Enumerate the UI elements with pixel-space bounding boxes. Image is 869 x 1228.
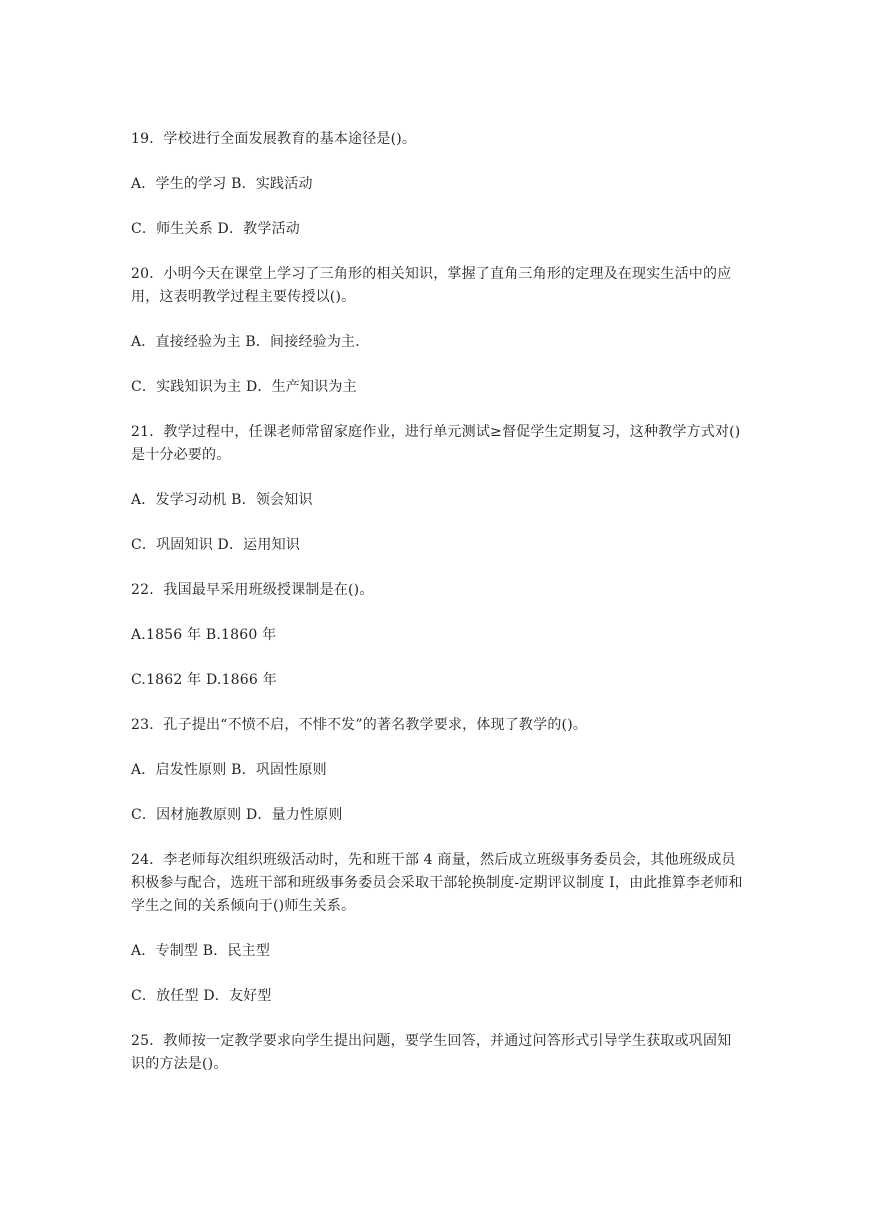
question-list xyxy=(131,128,743,1098)
question-23-options-ab: A．启发性原则 B．巩固性原则 xyxy=(131,762,327,778)
question-22-stem: 22．我国最早采用班级授课制是在()。 xyxy=(131,582,374,598)
question-25-stem: 25．教师按一定教学要求向学生提出问题，要学生回答，并通过问答形式引导学生获取或巩固知识的方法是()。 xyxy=(131,1033,732,1072)
question-20-options-ab: A．直接经验为主 B．间接经验为主． xyxy=(131,334,370,350)
question-24-stem: 24．李老师每次组织班级活动时，先和班干部 4 商量，然后成立班级事务委员会，其他班级成员积极参与配合，选班干部和班级事务委员会采取干部轮换制度-定期评议制度 I，由此推算李老师和学生之间的关系倾向于()师生关系。 xyxy=(131,852,743,914)
question-22-options-ab: A.1856 年 B.1860 年 xyxy=(131,627,277,643)
question-19-options-cd: C．师生关系 D．教学活动 xyxy=(131,221,300,237)
question-20-options-cd: C．实践知识为主 D．生产知识为主 xyxy=(131,379,357,395)
question-21-options-cd: C．巩固知识 D．运用知识 xyxy=(131,537,300,553)
question-23-stem: 23．孔子提出“不愤不启，不悱不发”的著名教学要求，体现了教学的()。 xyxy=(131,717,588,733)
question-19-stem: 19．学校进行全面发展教育的基本途径是()。 xyxy=(131,131,417,147)
question-21-stem: 21．教学过程中，任课老师常留家庭作业，进行单元测试≥督促学生定期复习，这种教学方式对()是十分必要的。 xyxy=(131,424,741,463)
question-22-options-cd: C.1862 年 D.1866 年 xyxy=(131,672,277,688)
question-24-options-ab: A．专制型 B．民主型 xyxy=(131,943,271,959)
question-23-options-cd: C．因材施教原则 D．量力性原则 xyxy=(131,807,343,823)
question-19-options-ab: A．学生的学习 B．实践活动 xyxy=(131,176,313,192)
question-21-options-ab: A．发学习动机 B．领会知识 xyxy=(131,492,313,508)
question-20-stem: 20．小明今天在课堂上学习了三角形的相关知识，掌握了直角三角形的定理及在现实生活中的应用，这表明教学过程主要传授以()。 xyxy=(131,266,732,305)
question-24-options-cd: C．放任型 D．友好型 xyxy=(131,988,272,1004)
